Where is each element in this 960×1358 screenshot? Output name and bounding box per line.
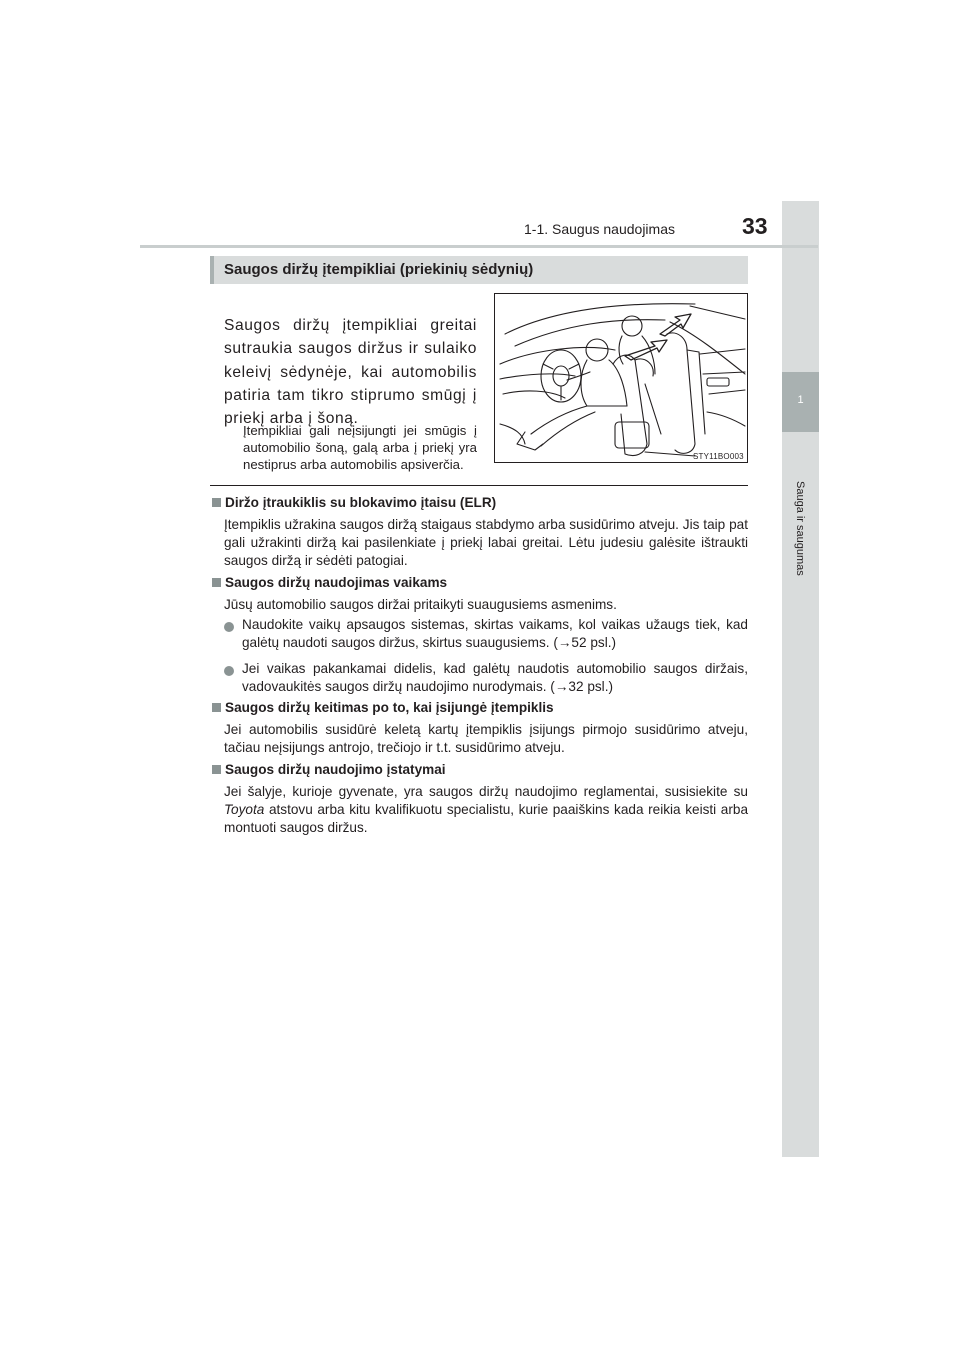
section-body-elr: Įtempiklis užrakina saugos diržą staigaus stabdymo arba susidūrimo atveju. Jis taip pat gali užrakinti diržą kai pasilenkiate į priekį labai greitai. Lėtu judesiu galėsite ištraukti saugos diržą ir sėdėti patogiai. xyxy=(224,517,748,568)
intro-paragraph: Saugos diržų įtempikliai greitai sutraukia saugos diržus ir sulaiko keleivį sėdynėje, kai automobilis patiria tam tikro stiprumo smūgį į priekį arba į šoną. xyxy=(224,317,477,428)
square-bullet-icon xyxy=(212,765,221,774)
bullet-item-large-child: Jei vaikas pakankamai didelis, kad galėtų naudotis automobilio saugos diržais, vadovaukitės saugos diržų naudojimo nurodymais. (→32 psl.) xyxy=(242,661,748,694)
seatbelt-illustration xyxy=(494,293,748,463)
square-bullet-icon xyxy=(212,578,221,587)
bullet-item-child-restraint: Naudokite vaikų apsaugos sistemas, skirtas vaikams, kol vaikas užaugs tiek, kad galėtų naudoti saugos diržus, skirtus suaugusiems. (→52 psl.) xyxy=(242,617,748,650)
circle-bullet-icon xyxy=(224,619,234,637)
brand-name: Toyota xyxy=(224,802,265,817)
section-heading-replacement xyxy=(212,700,554,715)
section-divider xyxy=(210,485,748,486)
page-title: Saugos diržų įtempikliai (priekinių sėdynių) xyxy=(224,261,534,278)
section-heading-text: Saugos diržų naudojimo įstatymai xyxy=(225,762,446,777)
page-number: 33 xyxy=(742,213,768,239)
section-body-replacement: Jei automobilis susidūrė keletą kartų įtempiklis įsijungs pirmojo susidūrimo atveju, tačiau neįsijungs antrojo, trečiojo ir t.t. susidūrimo atveju. xyxy=(224,722,748,755)
regulations-text-start: Jei šalyje, kurioje gyvenate, yra saugos diržų naudojimo reglamentai, susisiekite su xyxy=(224,784,748,799)
figure-code: STY11BO003 xyxy=(693,452,744,461)
section-heading-text: Diržo įtraukiklis su blokavimo įtaisu (ELR) xyxy=(225,495,497,510)
section-heading-elr xyxy=(212,495,496,510)
intro-note: Įtempikliai gali neįsijungti jei smūgis į automobilio šoną, galą arba į priekį yra nestiprus arba automobilis apsiverčia. xyxy=(243,423,477,472)
section-heading-regulations xyxy=(212,762,446,777)
section-heading-children xyxy=(212,575,447,590)
square-bullet-icon xyxy=(212,498,221,507)
section-body-regulations xyxy=(224,783,748,837)
car-interior-drawing xyxy=(495,294,747,462)
section-body-children: Jūsų automobilio saugos diržai pritaikyti suaugusiems asmenims. xyxy=(224,597,617,612)
header-rule xyxy=(140,245,818,248)
square-bullet-icon xyxy=(212,703,221,712)
side-tab-label: Sauga ir saugumas xyxy=(794,481,806,576)
section-label: 1-1. Saugus naudojimas xyxy=(524,221,675,237)
side-tab-band xyxy=(782,201,819,1157)
circle-bullet-icon xyxy=(224,663,234,681)
section-heading-text: Saugos diržų naudojimas vaikams xyxy=(225,575,448,590)
side-tab-number: 1 xyxy=(797,394,804,406)
section-heading-text: Saugos diržų keitimas po to, kai įsijungė įtempiklis xyxy=(225,700,554,715)
regulations-text-end: atstovu arba kitu kvalifikuotu specialistu, kurie paaiškins kada reikia keisti arba montuoti saugos diržus. xyxy=(224,802,748,835)
